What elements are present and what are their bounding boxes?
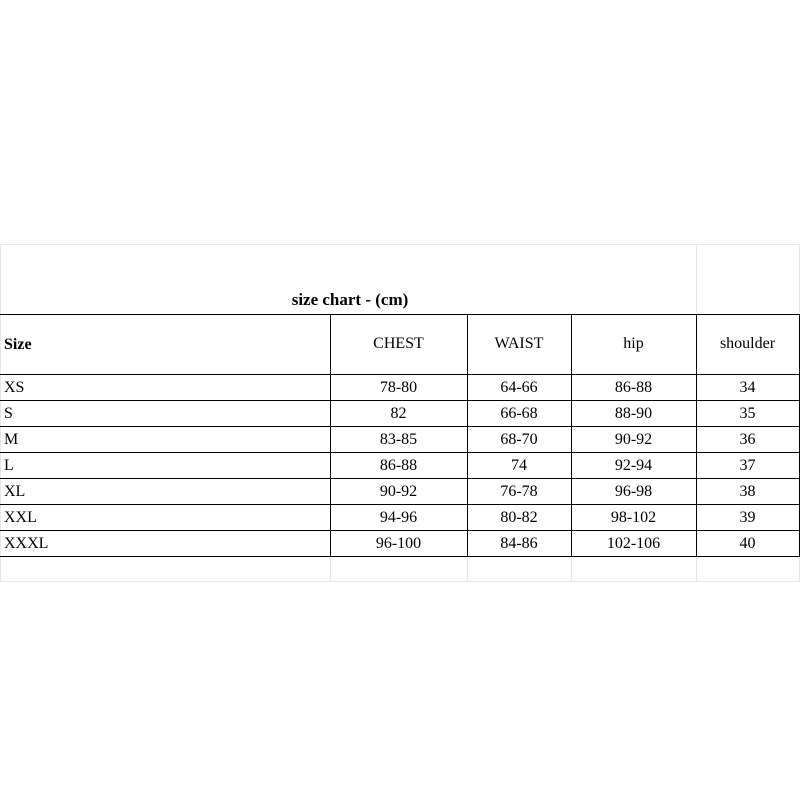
- cell-chest: 90-92: [330, 479, 467, 505]
- cell-size: S: [0, 401, 330, 427]
- cell-hip: 92-94: [571, 453, 696, 479]
- column-header-size: Size: [0, 315, 330, 375]
- cell-waist: 64-66: [467, 375, 571, 401]
- spreadsheet-area: [0, 244, 800, 582]
- cell-hip: 96-98: [571, 479, 696, 505]
- cell-size: XXXL: [0, 531, 330, 557]
- cell-hip: 90-92: [571, 427, 696, 453]
- cell-chest: 94-96: [330, 505, 467, 531]
- cell-chest: 96-100: [330, 531, 467, 557]
- cell-size: XXL: [0, 505, 330, 531]
- cell-waist: 80-82: [467, 505, 571, 531]
- cell-size: M: [0, 427, 330, 453]
- table-title: size chart - (cm): [291, 290, 409, 309]
- cell-hip: 88-90: [571, 401, 696, 427]
- table-row: [0, 401, 799, 427]
- table-row: [0, 479, 799, 505]
- cell-waist: 66-68: [467, 401, 571, 427]
- table-header-row: [0, 315, 799, 375]
- table-row: [0, 375, 799, 401]
- gridline: [571, 554, 572, 582]
- cell-hip: 86-88: [571, 375, 696, 401]
- cell-shoulder: 37: [696, 453, 799, 479]
- table-row: [0, 453, 799, 479]
- cell-waist: 74: [467, 453, 571, 479]
- cell-shoulder: 40: [696, 531, 799, 557]
- cell-waist: 68-70: [467, 427, 571, 453]
- cell-hip: 102-106: [571, 531, 696, 557]
- cell-chest: 82: [330, 401, 467, 427]
- cell-shoulder: 38: [696, 479, 799, 505]
- cell-size: XS: [0, 375, 330, 401]
- table-row: [0, 427, 799, 453]
- cell-hip: 98-102: [571, 505, 696, 531]
- cell-shoulder: 34: [696, 375, 799, 401]
- table-row: [0, 505, 799, 531]
- cell-chest: 83-85: [330, 427, 467, 453]
- column-header-shoulder: shoulder: [696, 315, 799, 375]
- gridline: [0, 244, 800, 245]
- column-header-hip: hip: [571, 315, 696, 375]
- cell-chest: 86-88: [330, 453, 467, 479]
- cell-waist: 76-78: [467, 479, 571, 505]
- cell-shoulder: 35: [696, 401, 799, 427]
- cell-waist: 84-86: [467, 531, 571, 557]
- cell-shoulder: 36: [696, 427, 799, 453]
- gridline: [467, 554, 468, 582]
- gridline: [696, 554, 697, 582]
- column-header-waist: WAIST: [467, 315, 571, 375]
- cell-shoulder: 39: [696, 505, 799, 531]
- cell-size: L: [0, 453, 330, 479]
- gridline: [0, 581, 800, 582]
- column-header-chest: CHEST: [330, 315, 467, 375]
- cell-size: XL: [0, 479, 330, 505]
- gridline: [330, 554, 331, 582]
- table-row: [0, 531, 799, 557]
- cell-chest: 78-80: [330, 375, 467, 401]
- size-chart-table: [0, 314, 800, 557]
